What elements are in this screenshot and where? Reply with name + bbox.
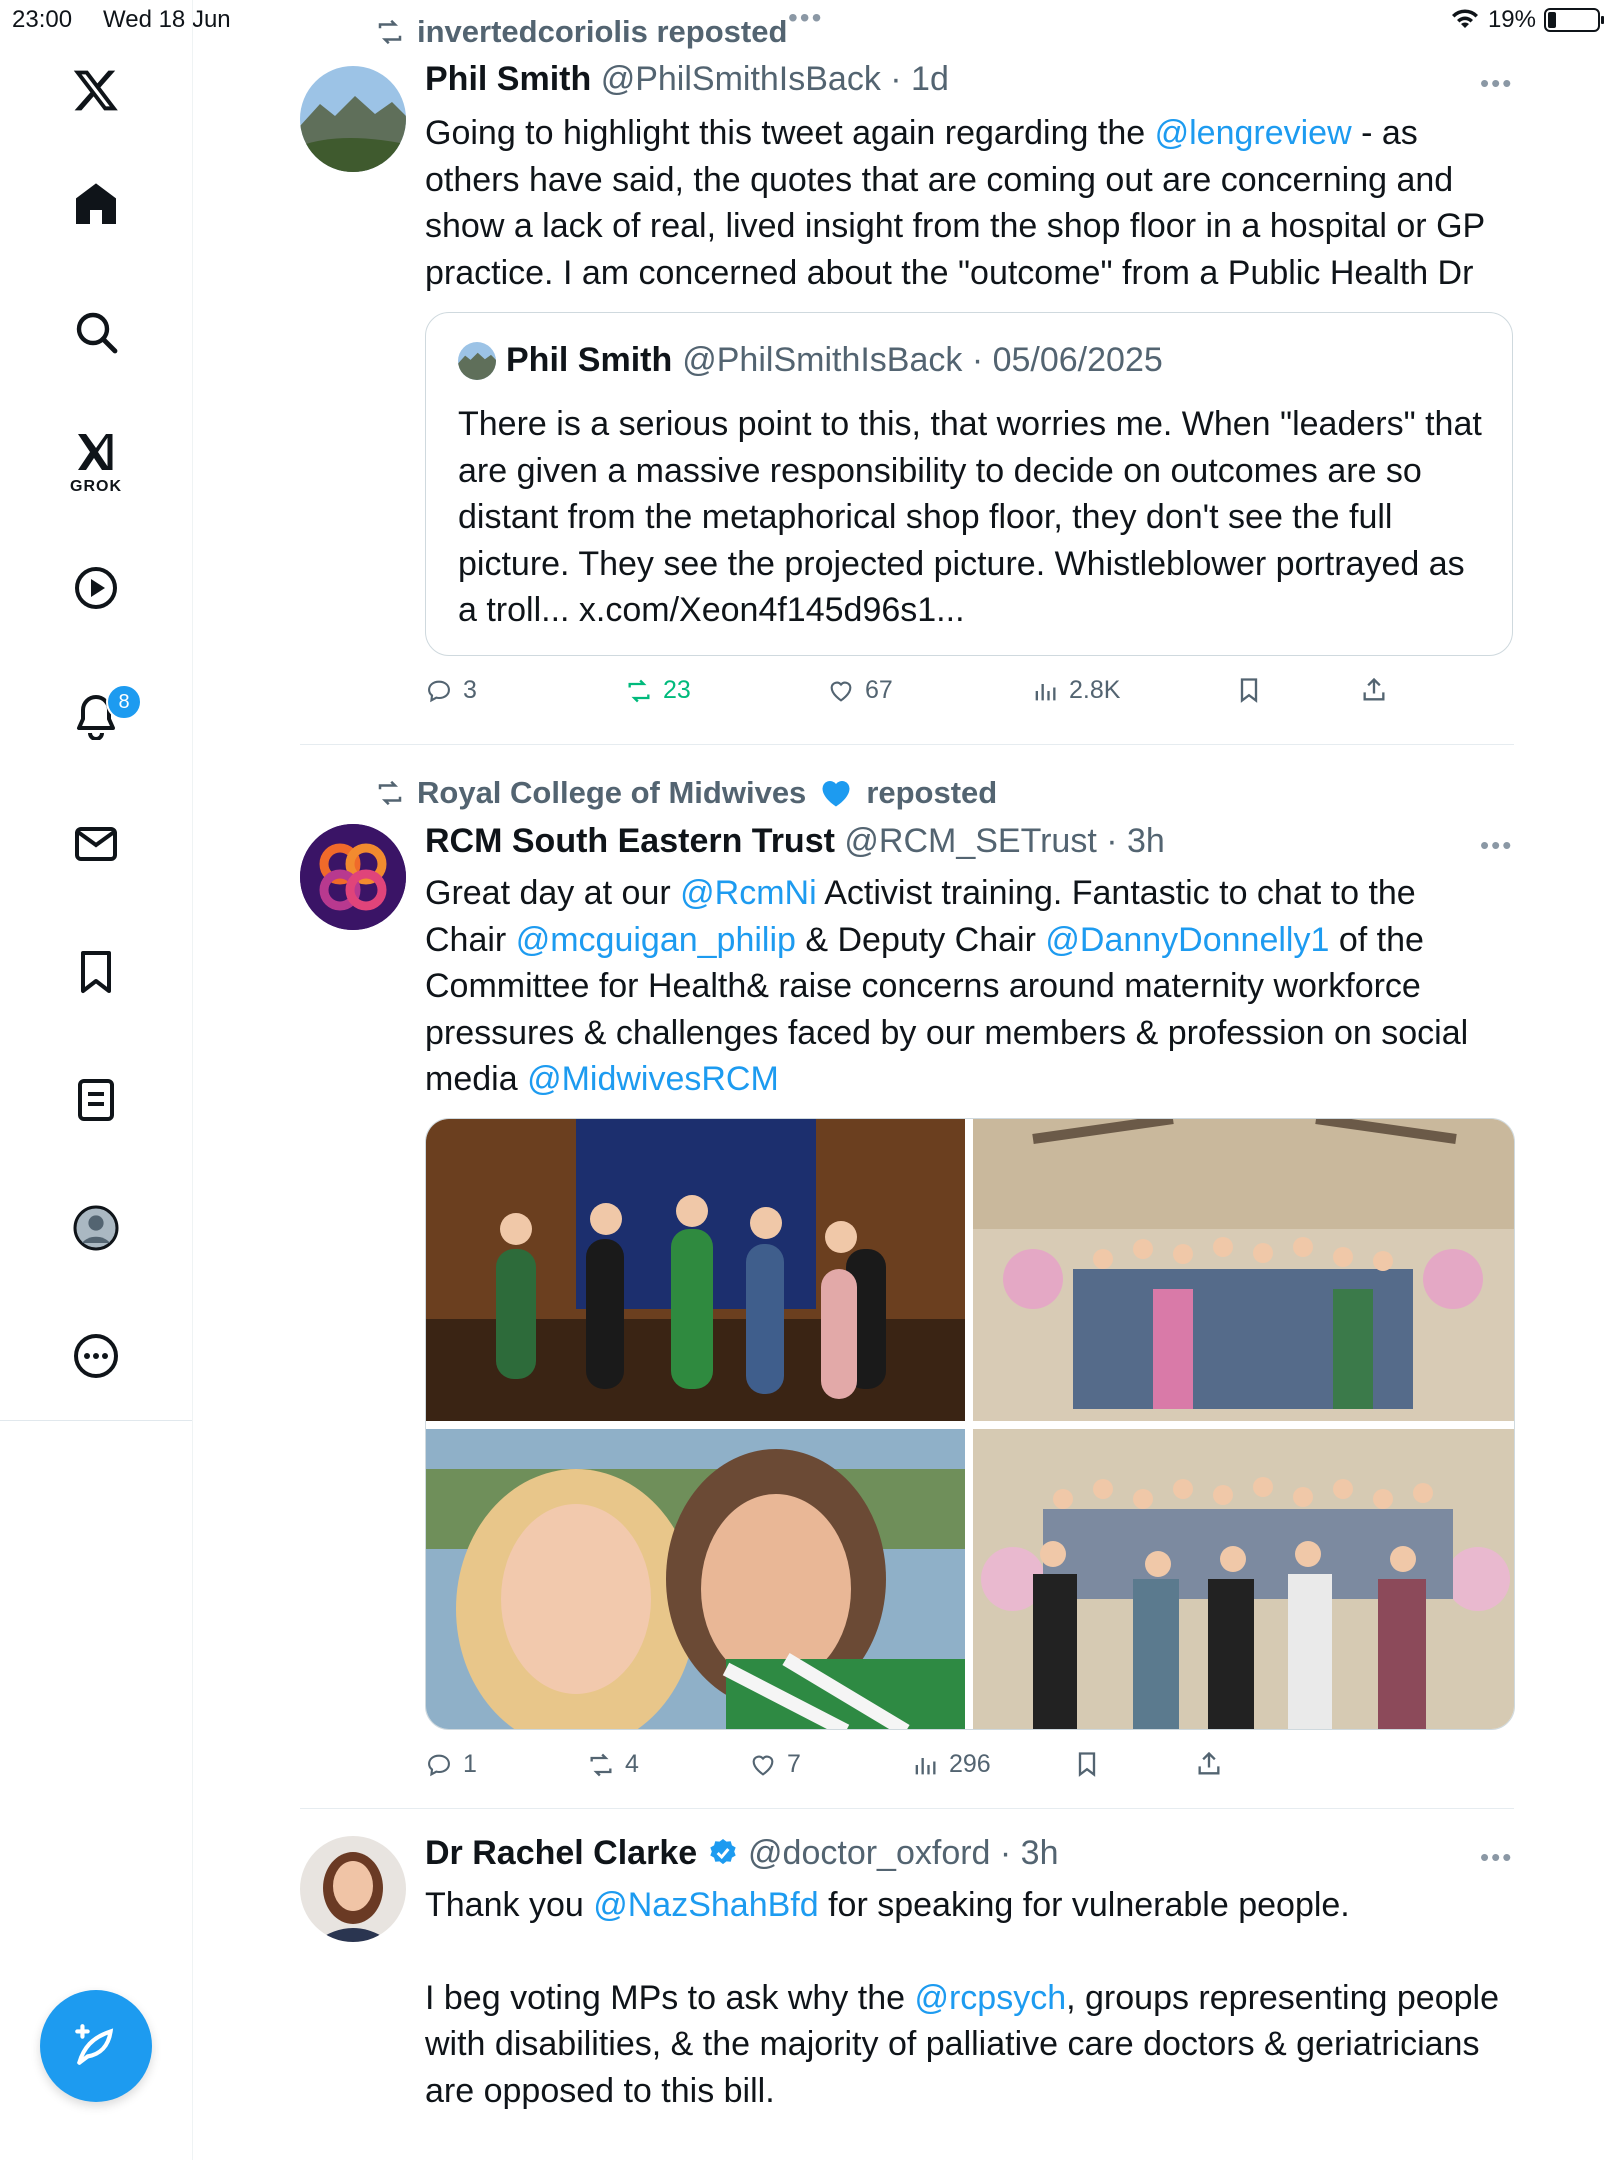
video-icon[interactable] xyxy=(56,548,136,628)
wifi-icon xyxy=(1450,8,1480,32)
author-handle-time[interactable]: @PhilSmithIsBack · 1d xyxy=(600,60,949,98)
repost-icon xyxy=(375,778,405,808)
quoted-author-meta: @PhilSmithIsBack · 05/06/2025 xyxy=(682,341,1163,379)
mention-link[interactable]: @RcmNi xyxy=(680,874,817,912)
compose-feather-icon xyxy=(71,2021,121,2071)
tweet-text: Great day at our @RcmNi Activist training. Fantastic to chat to the Chair @mcguigan_philip & Deputy Chair @DannyDonnelly1 of the Committee for Health& raise concerns around maternity workforce pressures & challenges faced by our members & profession on social media @MidwivesRCM xyxy=(425,874,1469,1098)
sidebar-divider xyxy=(0,1420,192,1421)
blue-heart-icon xyxy=(818,775,854,811)
author-handle-time[interactable]: @doctor_oxford · 3h xyxy=(748,1834,1059,1872)
author-handle-time[interactable]: @RCM_SETrust · 3h xyxy=(844,822,1165,860)
tweet-paragraph: Thank you @NazShahBfd for speaking for vulnerable people. xyxy=(425,1886,1350,1924)
quoted-author-name: Phil Smith xyxy=(506,341,673,379)
bookmark-button[interactable] xyxy=(1235,676,1263,704)
share-button[interactable] xyxy=(1360,676,1388,704)
avatar[interactable] xyxy=(300,66,406,172)
bookmarks-icon[interactable] xyxy=(56,932,136,1012)
tweet-divider xyxy=(300,1808,1514,1809)
tweet-text xyxy=(425,1882,1505,2114)
mention-link[interactable]: @rcpsych xyxy=(914,1978,1067,2017)
verified-badge-icon xyxy=(707,1837,739,1869)
tweet-text: Going to highlight this tweet again regarding the @lengreview - as others have said, the quotes that are coming out are concerning and show a lack of real, lived insight from the shop floor in a hospital or GP practice. I am concerned about the "outcome" from a Public Health Dr xyxy=(425,114,1485,292)
views-chart-icon xyxy=(1031,677,1059,705)
heart-icon xyxy=(749,1751,777,1779)
bookmark-button[interactable] xyxy=(1073,1750,1101,1778)
media-photo-staircase-group[interactable] xyxy=(973,1119,1515,1421)
more-options-icon[interactable]: ••• xyxy=(1480,830,1514,860)
status-bar xyxy=(0,0,1620,40)
views-button[interactable]: 296 xyxy=(911,1750,991,1779)
tweet-actions xyxy=(425,676,1505,716)
repost-icon xyxy=(625,677,653,705)
tweet-divider xyxy=(300,744,1514,745)
tweet-author-line xyxy=(425,1834,1059,1873)
more-options-icon[interactable] xyxy=(56,1316,136,1396)
repost-by-label: invertedcoriolis reposted xyxy=(417,14,788,49)
profile-avatar-icon[interactable] xyxy=(56,1188,136,1268)
avatar[interactable] xyxy=(300,824,406,930)
reply-icon xyxy=(425,677,453,705)
avatar xyxy=(458,342,496,380)
bookmark-icon xyxy=(1073,1750,1101,1778)
share-icon xyxy=(1360,676,1388,704)
lists-icon[interactable] xyxy=(56,1060,136,1140)
mention-link[interactable]: @mcguigan_philip xyxy=(515,920,796,959)
mention-link[interactable]: @lengreview xyxy=(1154,114,1352,152)
media-photo-group-hall[interactable] xyxy=(973,1429,1515,1730)
tweet-paragraph: I beg voting MPs to ask why the @rcpsych, groups representing people with disabilities, & the majority of palliative care doctors & geriatricians are opposed to this bill. xyxy=(425,1978,1499,2110)
x-logo-icon[interactable] xyxy=(56,50,136,130)
author-name[interactable]: Phil Smith xyxy=(425,60,592,98)
more-options-icon[interactable]: ••• xyxy=(1480,1842,1514,1872)
mention-link[interactable]: @DannyDonnelly1 xyxy=(1045,920,1330,959)
tweet-author-line xyxy=(425,60,949,99)
author-name[interactable]: RCM South Eastern Trust xyxy=(425,822,835,860)
home-icon[interactable] xyxy=(56,164,136,244)
repost-indicator[interactable] xyxy=(375,14,787,50)
media-photo-selfie[interactable] xyxy=(426,1429,965,1730)
messages-envelope-icon[interactable] xyxy=(56,804,136,884)
share-button[interactable] xyxy=(1195,1750,1223,1778)
multitask-dots[interactable]: ••• xyxy=(788,2,824,33)
mention-link[interactable]: @NazShahBfd xyxy=(593,1886,819,1924)
reply-icon xyxy=(425,1751,453,1779)
quoted-author-line xyxy=(458,341,1163,380)
avatar[interactable] xyxy=(300,1836,406,1942)
status-right xyxy=(1450,6,1600,34)
views-chart-icon xyxy=(911,1751,939,1779)
media-grid xyxy=(425,1118,1515,1730)
repost-by-label: Royal College of Midwives xyxy=(417,775,807,810)
reply-button[interactable]: 1 xyxy=(425,1750,477,1779)
battery-icon xyxy=(1544,8,1600,32)
search-icon[interactable] xyxy=(56,292,136,372)
quoted-tweet-text: There is a serious point to this, that worries me. When "leaders" that are given a massive responsibility to decide on outcomes are so distant from the metaphorical shop floor, they don't see the full picture. They see the projected picture. Whistleblower portrayed as a troll... x.com/Xeon4f145d96s1... xyxy=(458,405,1482,629)
repost-suffix: reposted xyxy=(866,775,998,810)
repost-button[interactable]: 4 xyxy=(587,1750,639,1779)
repost-icon xyxy=(587,1751,615,1779)
like-button[interactable]: 67 xyxy=(827,676,893,705)
grok-label: GROK xyxy=(70,478,122,495)
views-button[interactable]: 2.8K xyxy=(1031,676,1120,705)
heart-icon xyxy=(827,677,855,705)
tweet-author-line xyxy=(425,822,1165,861)
status-time: 23:00 xyxy=(12,6,73,33)
sidebar-nav xyxy=(0,0,193,2160)
battery-percent: 19% xyxy=(1487,6,1536,33)
like-button[interactable]: 7 xyxy=(749,1750,801,1779)
repost-indicator[interactable] xyxy=(375,775,997,811)
more-options-icon[interactable]: ••• xyxy=(1480,68,1514,98)
repost-button[interactable]: 23 xyxy=(625,676,691,705)
repost-icon xyxy=(375,17,405,47)
author-name[interactable]: Dr Rachel Clarke xyxy=(425,1834,698,1872)
reply-button[interactable]: 3 xyxy=(425,676,477,705)
tweet-actions xyxy=(425,1750,1505,1790)
status-date: Wed 18 Jun xyxy=(103,6,231,33)
quoted-tweet[interactable] xyxy=(425,312,1513,656)
notification-count-badge: 8 xyxy=(106,684,142,720)
compose-post-button[interactable] xyxy=(40,1990,152,2102)
mention-link[interactable]: @MidwivesRCM xyxy=(527,1060,779,1098)
media-photo-chamber[interactable] xyxy=(426,1119,965,1421)
bookmark-icon xyxy=(1235,676,1263,704)
share-icon xyxy=(1195,1750,1223,1778)
